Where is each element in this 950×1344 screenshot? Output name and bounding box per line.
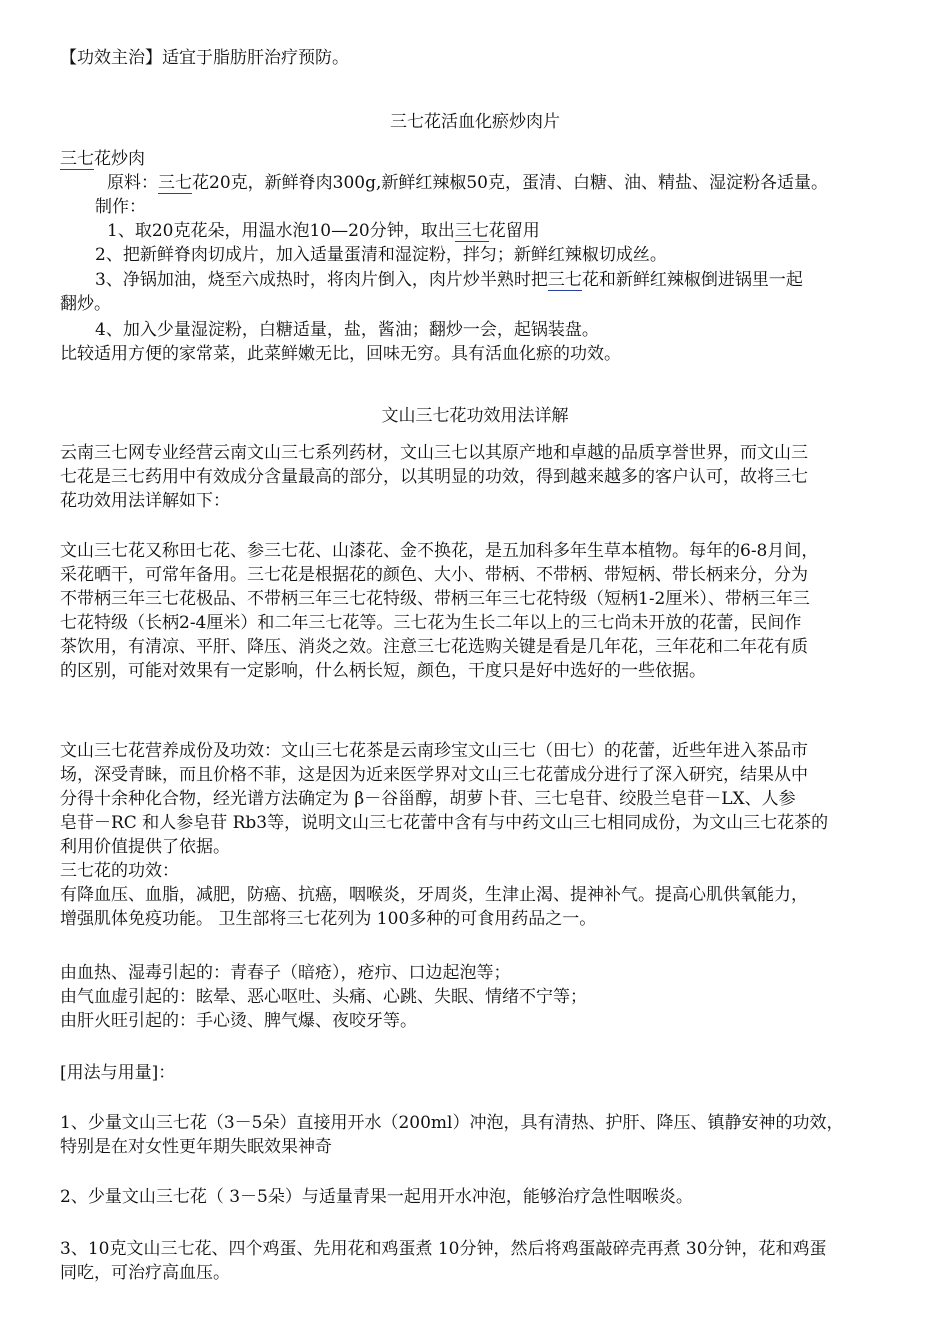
para1-line: 花功效用法详解如下： <box>60 491 230 511</box>
para4-line: 由血热、湿毒引起的：青春子（暗疮），疮疖、口边起泡等； <box>60 963 511 983</box>
sanqi-link[interactable]: 三七 <box>158 173 192 193</box>
para2-line: 采花晒干，可常年备用。三七花是根据花的颜色、大小、带柄、不带柄、带短柄、带长柄来分，分为 <box>60 565 808 585</box>
step-1-text: 1、取20克花朵，用温水泡10—20分钟，取出 <box>107 221 455 241</box>
para3-line: 皂苷－RC 和人参皂苷 Rb3等，说明文山三七花蕾中含有与中药文山三七相同成份，为文山三七花茶的 <box>60 813 829 833</box>
para4-line: 由肝火旺引起的：手心烫、脾气爆、夜咬牙等。 <box>60 1011 417 1031</box>
para2-line: 文山三七花又称田七花、参三七花、山漆花、金不换花，是五加科多年生草本植物。每年的6-8月间， <box>60 541 819 561</box>
para3-line: 文山三七花营养成份及功效：文山三七花茶是云南珍宝文山三七（田七）的花蕾，近些年进入茶品市 <box>60 741 808 761</box>
para2-line: 七花特级（长柄2-4厘米）和二年三七花等。三七花为生长二年以上的三七尚未开放的花蕾，民间作 <box>60 613 802 633</box>
step-3-tail: 花和新鲜红辣椒倒进锅里一起 <box>581 270 803 290</box>
step-1-tail: 花留用 <box>488 221 540 241</box>
recipe-title: 三七花活血化瘀炒肉片 <box>390 112 560 132</box>
usage-heading: [用法与用量]： <box>60 1063 176 1083</box>
para1-line: 云南三七网专业经营云南文山三七系列药材，文山三七以其原产地和卓越的品质享誉世界，而文山三 <box>60 443 808 463</box>
usage-1-line: 特别是在对女性更年期失眠效果神奇 <box>60 1137 332 1157</box>
para2-line: 的区别，可能对效果有一定影响，什么柄长短，颜色，干度只是好中选好的一些依据。 <box>60 661 706 681</box>
usage-3-line: 3、10克文山三七花、四个鸡蛋、先用花和鸡蛋煮 10分钟，然后将鸡蛋敲碎壳再煮 30分钟，花和鸡蛋 <box>60 1239 827 1259</box>
sanqi-link[interactable]: 三七 <box>547 270 582 290</box>
recipe-subtitle <box>60 147 900 171</box>
para3-line: 场，深受青睐，而且价格不菲，这是因为近来医学界对文山三七花蕾成分进行了深入研究，结果从中 <box>60 765 808 785</box>
ingredients-line <box>107 171 947 195</box>
para4-line: 由气血虚引起的：眩晕、恶心呕吐、头痛、心跳、失眠、情绪不宁等； <box>60 987 587 1007</box>
ingredients-rest: 花20克，新鲜脊肉300g,新鲜红辣椒50克，蛋清、白糖、油、精盐、湿淀粉各适量。 <box>192 173 828 193</box>
step-1 <box>107 219 947 243</box>
step-3-text: 3、净锅加油，烧至六成热时，将肉片倒入，肉片炒半熟时把 <box>95 270 548 290</box>
sanqi-link[interactable]: 三七 <box>60 149 94 169</box>
para3-line: 增强肌体免疫功能。 卫生部将三七花列为 100多种的可食用药品之一。 <box>60 909 597 929</box>
usage-3-line: 同吃，可治疗高血压。 <box>60 1263 230 1283</box>
para3-line: 利用价值提供了依据。 <box>60 837 230 857</box>
step-3 <box>95 268 935 292</box>
para2-line: 茶饮用，有清凉、平肝、降压、消炎之效。注意三七花选购关键是看是几年花，三年花和二年花有质 <box>60 637 808 657</box>
intro-line: 【功效主治】适宜于脂肪肝治疗预防。 <box>60 48 349 68</box>
usage-1-line: 1、少量文山三七花（3－5朵）直接用开水（200ml）冲泡，具有清热、护肝、降压、镇静安神的功效， <box>60 1113 844 1133</box>
recipe-summary: 比较适用方便的家常菜，此菜鲜嫩无比，回味无穷。具有活血化瘀的功效。 <box>60 344 621 364</box>
step-2: 2、把新鲜脊肉切成片，加入适量蛋清和湿淀粉，拌匀；新鲜红辣椒切成丝。 <box>95 245 667 265</box>
usage-2-line: 2、少量文山三七花（ 3－5朵）与适量青果一起用开水冲泡，能够治疗急性咽喉炎。 <box>60 1187 693 1207</box>
para3-line: 三七花的功效： <box>60 861 179 881</box>
article-title: 文山三七花功效用法详解 <box>381 406 569 426</box>
para3-line: 有降血压、血脂，减肥，防癌、抗癌，咽喉炎，牙周炎，生津止渴、提神补气。提高心肌供氧能力， <box>60 885 808 905</box>
sanqi-link[interactable]: 三七 <box>454 221 489 241</box>
ingredients-prefix: 原料： <box>107 173 158 193</box>
step-4: 4、加入少量湿淀粉，白糖适量，盐，酱油；翻炒一会，起锅装盘。 <box>95 320 599 340</box>
para3-line: 分得十余种化合物，经光谱方法确定为 β－谷甾醇，胡萝卜苷、三七皂苷、绞股兰皂苷－LX、人参 <box>60 789 796 809</box>
para2-line: 不带柄三年三七花极品、不带柄三年三七花特级、带柄三年三七花特级（短柄1-2厘米）、带柄三年三 <box>60 589 810 609</box>
method-label: 制作： <box>95 197 146 217</box>
subtitle-rest: 花炒肉 <box>94 149 145 169</box>
para1-line: 七花是三七药用中有效成分含量最高的部分，以其明显的功效，得到越来越多的客户认可，故将三七 <box>60 467 808 487</box>
step-3-continued: 翻炒。 <box>60 294 111 314</box>
